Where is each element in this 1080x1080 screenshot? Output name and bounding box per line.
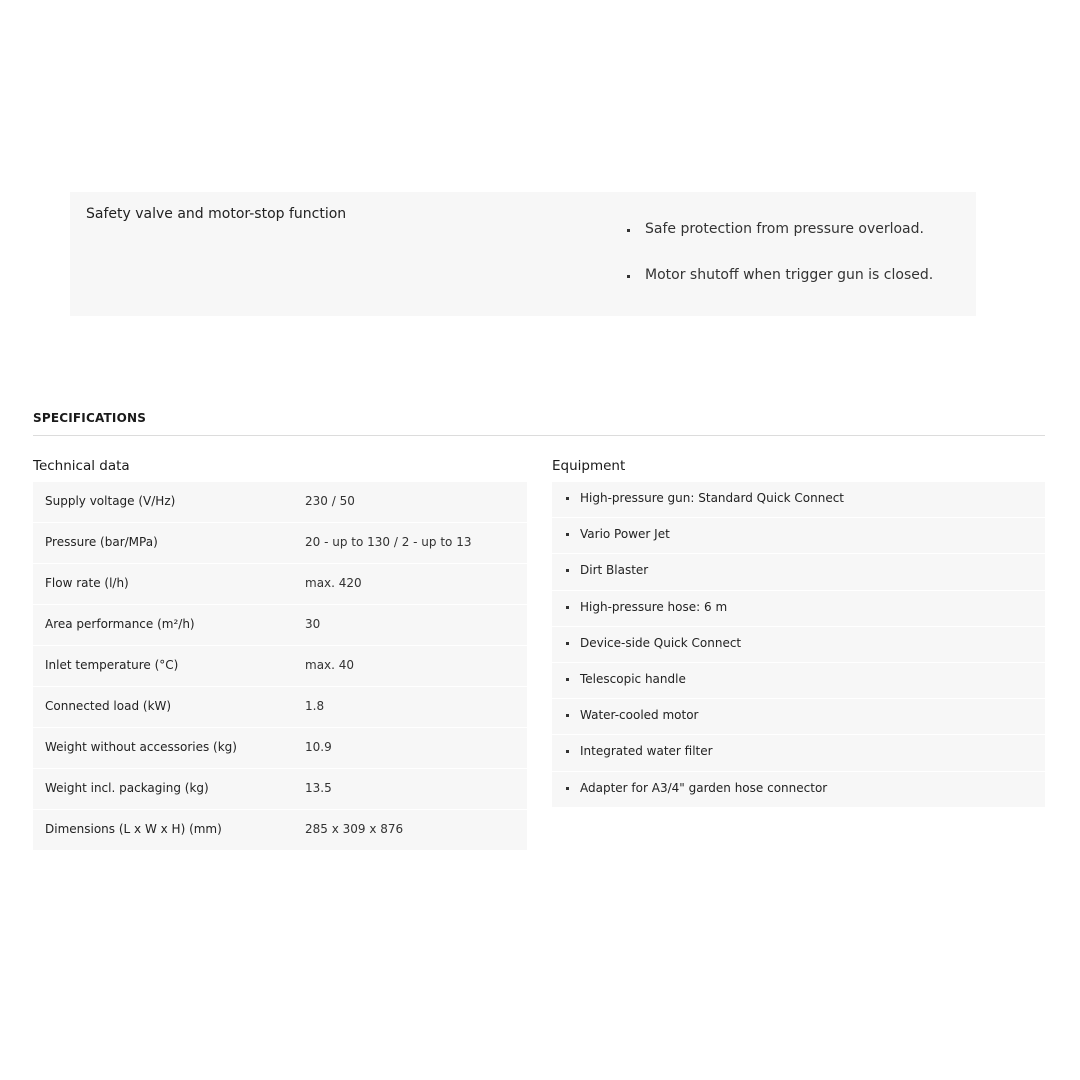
list-item <box>552 735 1045 771</box>
spec-value: 230 / 50 <box>305 494 355 508</box>
spec-value: 1.8 <box>305 699 325 713</box>
bullet-icon <box>566 787 569 790</box>
list-item <box>552 699 1045 735</box>
bullet-icon <box>566 750 569 753</box>
technical-data-table <box>33 482 527 851</box>
table-row <box>33 646 527 687</box>
table-row <box>33 564 527 605</box>
feature-box <box>70 192 976 316</box>
table-row <box>33 523 527 564</box>
spec-label: Flow rate (l/h) <box>45 576 129 590</box>
spec-value: 10.9 <box>305 740 332 754</box>
feature-point: Safe protection from pressure overload. <box>626 220 933 238</box>
spec-label: Area performance (m²/h) <box>45 617 195 631</box>
list-item <box>552 663 1045 699</box>
table-row <box>33 810 527 851</box>
feature-points <box>626 220 933 312</box>
equipment-item: Telescopic handle <box>580 671 686 686</box>
spec-value: 30 <box>305 617 321 631</box>
list-item <box>552 591 1045 627</box>
equipment-item: Adapter for A3/4" garden hose connector <box>580 780 828 795</box>
list-item <box>552 518 1045 554</box>
bullet-icon <box>566 714 569 717</box>
bullet-icon <box>566 642 569 645</box>
list-item <box>552 482 1045 518</box>
equipment-list <box>552 482 1045 808</box>
bullet-icon <box>566 533 569 536</box>
equipment-item: High-pressure gun: Standard Quick Connect <box>580 491 845 505</box>
section-divider <box>33 435 1045 436</box>
table-row <box>33 605 527 646</box>
list-item <box>552 627 1045 663</box>
spec-label: Inlet temperature (°C) <box>45 658 179 672</box>
technical-data-title: Technical data <box>33 458 130 474</box>
bullet-icon <box>566 569 569 572</box>
spec-value: max. 420 <box>305 576 362 590</box>
spec-value: 13.5 <box>305 781 332 795</box>
table-row <box>33 482 527 523</box>
spec-value: max. 40 <box>305 658 355 672</box>
spec-label: Dimensions (L x W x H) (mm) <box>45 822 222 836</box>
equipment-item: Integrated water filter <box>580 744 713 759</box>
spec-label: Supply voltage (V/Hz) <box>45 494 176 508</box>
spec-label: Weight without accessories (kg) <box>45 740 237 754</box>
specifications-heading: SPECIFICATIONS <box>33 411 147 425</box>
list-item <box>552 772 1045 808</box>
bullet-icon <box>566 678 569 681</box>
spec-value: 20 - up to 130 / 2 - up to 13 <box>305 535 472 549</box>
equipment-item: Device-side Quick Connect <box>580 635 742 650</box>
table-row <box>33 769 527 810</box>
equipment-item: Water-cooled motor <box>580 708 699 723</box>
spec-label: Pressure (bar/MPa) <box>45 535 158 549</box>
equipment-item: Vario Power Jet <box>580 527 670 542</box>
spec-label: Weight incl. packaging (kg) <box>45 781 209 795</box>
spec-value: 285 x 309 x 876 <box>305 822 404 836</box>
feature-title: Safety valve and motor-stop function <box>86 206 347 222</box>
feature-point: Motor shutoff when trigger gun is closed. <box>626 266 933 284</box>
table-row <box>33 687 527 728</box>
spec-label: Connected load (kW) <box>45 699 172 713</box>
table-row <box>33 728 527 769</box>
bullet-icon <box>566 497 569 500</box>
equipment-item: High-pressure hose: 6 m <box>580 599 728 614</box>
equipment-item: Dirt Blaster <box>580 563 649 578</box>
list-item <box>552 554 1045 590</box>
bullet-icon <box>566 606 569 609</box>
equipment-title: Equipment <box>552 458 626 474</box>
